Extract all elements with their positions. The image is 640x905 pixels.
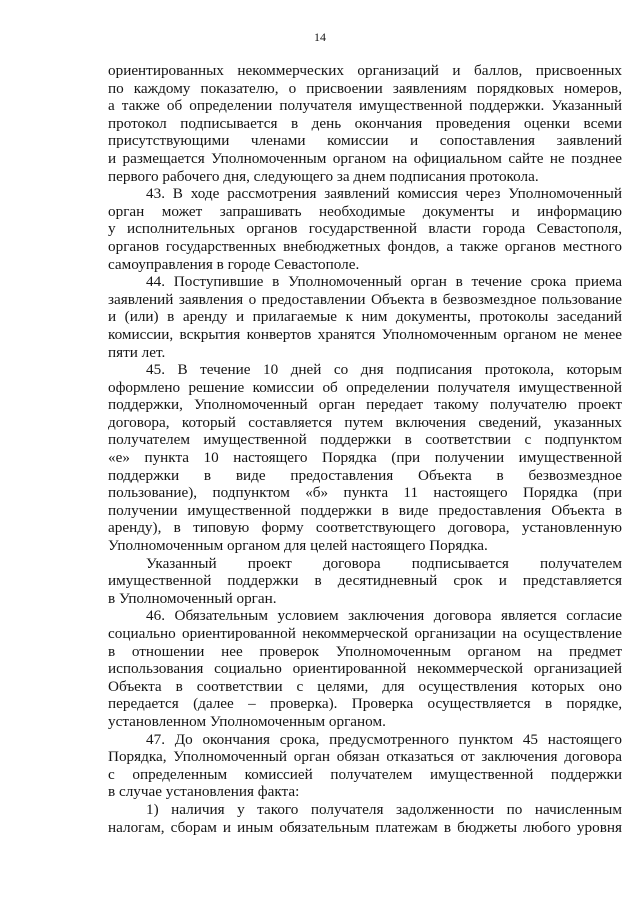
text-line: в случае установления факта: — [108, 783, 300, 801]
text-line: социально ориентированной некоммерческой организации на осуществление — [108, 625, 622, 642]
text-line: комиссии, вскрытия конвертов хранятся Уполномоченным органом не менее — [108, 325, 622, 343]
text-line: 1) наличия у такого получателя задолженности по начисленным — [146, 800, 622, 818]
text-line: оформлено решение комиссии об определении получателя имущественной — [108, 378, 622, 396]
text-line: в отношении нее проверок Уполномоченным органом на предмет — [108, 642, 622, 660]
text-line: и размещается Уполномоченным органом на официальном сайте не позднее — [108, 149, 622, 167]
text-line: поддержки в виде предоставления Объекта в безвозмездное — [108, 466, 622, 484]
text-line: первого рабочего дня, следующего за днем подписания протокола. — [108, 167, 539, 185]
text-line: орган может запрашивать необходимые документы и информацию — [108, 202, 622, 220]
text-line: самоуправления в городе Севастополе. — [108, 255, 360, 273]
text-line: налогам, сборам и иным обязательным платежам в бюджеты любого уровня — [108, 818, 622, 836]
text-line: Порядка, Уполномоченный орган обязан отказаться от заключения договора — [108, 748, 622, 766]
text-line: 43. В ходе рассмотрения заявлений комиссия через Уполномоченный — [146, 185, 622, 203]
text-line: протокол подписывается в день окончания проведения оценки всеми — [108, 114, 622, 132]
text-line: передается (далее – проверка). Проверка осуществляется в порядке, — [108, 695, 622, 713]
text-line: у исполнительных органов государственной власти города Севастополя, — [108, 220, 622, 238]
text-line: 47. До окончания срока, предусмотренного пунктом 45 настоящего — [146, 730, 622, 748]
text-line: пользование), подпунктом «б» пункта 11 настоящего Порядка (при — [108, 484, 622, 502]
text-line: органов государственных внебюджетных фондов, а также органов местного — [108, 237, 622, 255]
text-line: «е» пункта 10 настоящего Порядка (при получении имущественной — [108, 449, 622, 467]
text-line: в Уполномоченный орган. — [108, 589, 277, 607]
text-line: имущественной поддержки в десятидневный срок и представляется — [108, 572, 622, 590]
text-line: 46. Обязательным условием заключения договора является согласие — [146, 607, 622, 625]
text-line: присутствующими членами комиссии и сопоставления заявлений — [108, 132, 622, 150]
text-line: и (или) в аренду и прилагаемые к ним документы, протоколы заседаний — [108, 308, 622, 326]
text-line: пяти лет. — [108, 343, 166, 361]
text-line: договора, который составляется путем включения сведений, указанных — [108, 413, 622, 431]
text-line: ориентированных некоммерческих организаций и баллов, присвоенных — [108, 62, 622, 79]
text-line: Объекта в соответствии с целями, для осуществления которых оно — [108, 677, 622, 695]
text-line: поддержки, Уполномоченный орган передает такому получателю проект — [108, 396, 622, 414]
text-line: установленном Уполномоченным органом. — [108, 712, 386, 730]
text-line: по каждому показателю, о присвоении заявлениям порядковых номеров, — [108, 79, 622, 97]
text-line: использования социально ориентированной некоммерческой организацией — [108, 660, 622, 678]
page-number: 14 — [314, 30, 326, 44]
text-line: 44. Поступившие в Уполномоченный орган в течение срока приема — [146, 273, 622, 291]
text-line: аренду), в типовую форму соответствующего договора, установленную — [108, 519, 622, 537]
document-body — [108, 62, 622, 836]
text-line: заявлений заявления о предоставлении Объекта в безвозмездное пользование — [108, 290, 622, 308]
text-line: с определенным комиссией получателем имущественной поддержки — [108, 765, 622, 783]
text-line: а также об определении получателя имущественной поддержки. Указанный — [108, 97, 622, 115]
text-line: Указанный проект договора подписывается получателем — [146, 554, 622, 572]
text-line: получении имущественной поддержки в виде предоставления Объекта в — [108, 501, 622, 519]
text-line: Уполномоченным органом для целей настоящего Порядка. — [108, 537, 488, 555]
text-line: получателем имущественной поддержки в соответствии с подпунктом — [108, 431, 622, 449]
text-line: 45. В течение 10 дней со дня подписания протокола, которым — [146, 361, 622, 379]
